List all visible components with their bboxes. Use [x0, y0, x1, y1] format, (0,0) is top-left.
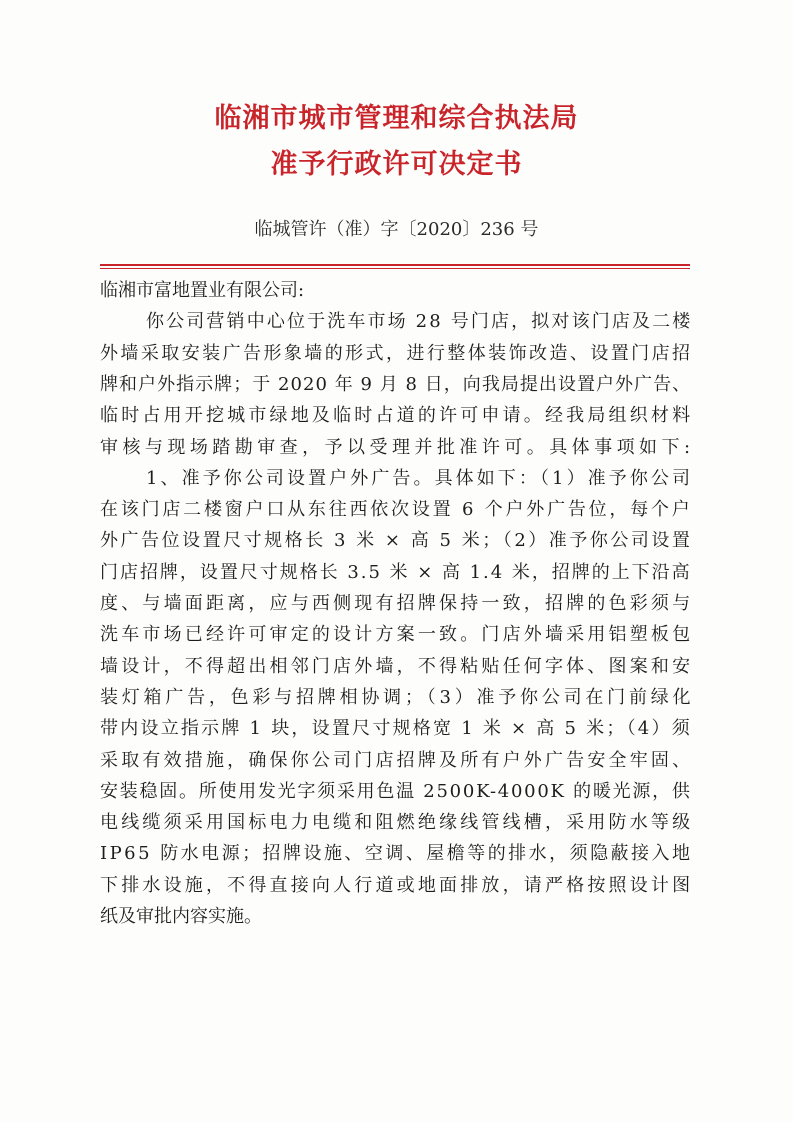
paragraph-line: 墙设计，不得超出相邻门店外墙，不得粘贴任何字体、图案和安: [100, 655, 694, 677]
paragraph-line: 下排水设施，不得直接向人行道或地面排放，请严格按照设计图: [100, 874, 694, 896]
salutation-line: 临湘市富地置业有限公司:: [100, 280, 305, 301]
paragraph-line: 1、准予你公司设置户外广告。具体如下：（1）准予你公司: [146, 467, 694, 489]
paragraph-line: 外广告位设置尺寸规格长 3 米 × 高 5 米；（2）准予你公司设置: [100, 530, 693, 552]
paragraph-line: 洗车市场已经许可审定的设计方案一致。门店外墙采用铝塑板包: [100, 624, 694, 646]
paragraph-line: 装灯箱广告，色彩与招牌相协调；（3）准予你公司在门前绿化: [100, 686, 695, 708]
header-divider-thin: [100, 268, 690, 269]
document-number: 临城管许（准）字〔2020〕236 号: [254, 219, 539, 240]
page-title: 临湘市城市管理和综合执法局: [214, 103, 579, 134]
paragraph-line: 电线缆须采用国标电力电缆和阻燃绝缘线管线槽，采用防水等级: [100, 812, 694, 834]
paragraph-line: 在该门店二楼窗户口从东往西依次设置 6 个户外广告位，每个户: [100, 499, 693, 521]
paragraph-line: 纸及审批内容实施。: [100, 906, 262, 927]
paragraph-line: 采取有效措施，确保你公司门店招牌及所有户外广告安全牢固、: [100, 749, 694, 771]
paragraph-line: 安装稳固。所使用发光字须采用色温 2500K-4000K 的暖光源，供: [100, 780, 692, 802]
paragraph-line: 门店招牌，设置尺寸规格长 3.5 米 × 高 1.4 米，招牌的上下沿高: [100, 561, 692, 583]
document-subtitle: 准予行政许可决定书: [270, 149, 523, 180]
paragraph-line: 度、与墙面距离，应与西侧现有招牌保持一致，招牌的色彩须与: [100, 593, 694, 614]
paragraph-line: 牌和户外指示牌；于 2020 年 9 月 8 日，向我局提出设置户外广告、: [100, 373, 692, 395]
header-divider: [100, 264, 690, 266]
paragraph-line: 带内设立指示牌 1 块，设置尺寸规格宽 1 米 × 高 5 米；（4）须: [100, 718, 692, 740]
paragraph-line: 你公司营销中心位于洗车市场 28 号门店，拟对该门店及二楼: [146, 311, 693, 333]
paragraph-line: 外墙采取安装广告形象墙的形式，进行整体装饰改造、设置门店招: [100, 342, 693, 364]
paragraph-line: 审核与现场踏勘审查，予以受理并批准许可。具体事项如下:: [100, 436, 695, 458]
paragraph-line: IP65 防水电源；招牌设施、空调、屋檐等的排水，须隐蔽接入地: [100, 843, 693, 865]
paragraph-line: 临时占用开挖城市绿地及临时占道的许可申请。经我局组织材料: [100, 405, 694, 427]
